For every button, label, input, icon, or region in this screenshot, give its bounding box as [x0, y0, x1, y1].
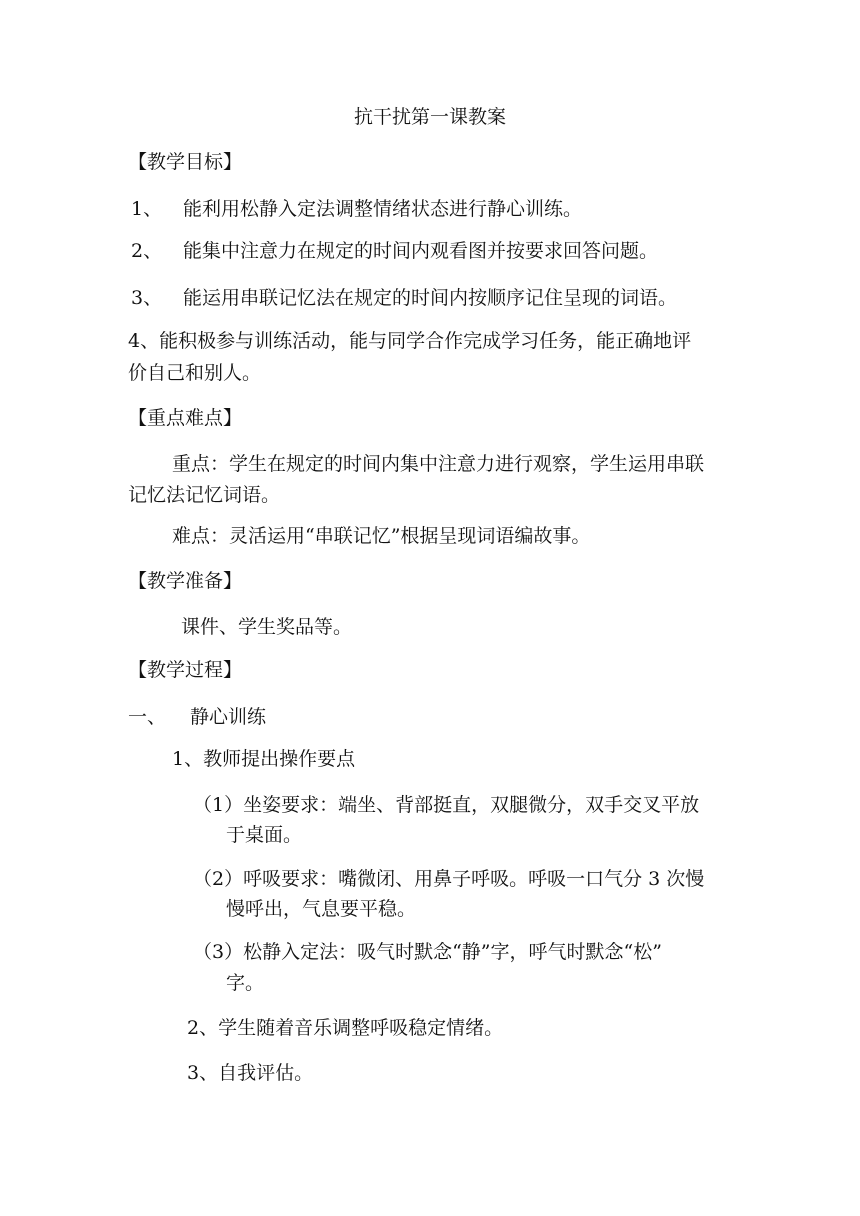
section-heading-objectives: 【教学目标】: [128, 151, 243, 173]
keypoint-text-continuation: 记忆法记忆词语。: [128, 484, 281, 506]
difficulty-text: 难点：灵活运用“串联记忆”根据呈现词语编故事。: [172, 525, 591, 547]
requirement-item-continuation: 字。: [226, 972, 265, 994]
list-item: 能运用串联记忆法在规定的时间内按顺序记住呈现的词语。: [183, 287, 678, 309]
list-item: 能利用松静入定法调整情绪状态进行静心训练。: [183, 198, 583, 220]
step-item: 1、教师提出操作要点: [172, 748, 356, 770]
requirement-item-continuation: 于桌面。: [226, 824, 303, 846]
requirement-item-continuation: 慢呼出，气息要平稳。: [226, 898, 417, 920]
keypoint-text: 重点：学生在规定的时间内集中注意力进行观察，学生运用串联: [172, 453, 705, 475]
requirement-item: （2）呼吸要求：嘴微闭、用鼻子呼吸。呼吸一口气分 3 次慢: [193, 868, 705, 890]
requirement-item: （3）松静入定法：吸气时默念“静”字，呼气时默念“松”: [193, 941, 662, 963]
document-title: 抗干扰第一课教案: [353, 106, 506, 128]
list-item: 4、能积极参与训练活动，能与同学合作完成学习任务，能正确地评: [128, 330, 692, 352]
section-heading-process: 【教学过程】: [128, 659, 243, 681]
part-number: 一、: [128, 706, 167, 728]
prep-text: 课件、学生奖品等。: [181, 616, 353, 638]
section-heading-keypoints: 【重点难点】: [128, 407, 243, 429]
list-number: 1、: [131, 198, 163, 220]
list-item: 能集中注意力在规定的时间内观看图并按要求回答问题。: [183, 240, 659, 262]
section-heading-prep: 【教学准备】: [128, 570, 243, 592]
list-item-continuation: 价自己和别人。: [128, 362, 262, 384]
list-number: 3、: [131, 287, 163, 309]
step-item: 3、自我评估。: [187, 1062, 314, 1084]
list-number: 2、: [131, 240, 163, 262]
part-title: 静心训练: [190, 706, 267, 728]
requirement-item: （1）坐姿要求：端坐、背部挺直，双腿微分，双手交叉平放: [193, 794, 700, 816]
step-item: 2、学生随着音乐调整呼吸稳定情绪。: [187, 1017, 504, 1039]
